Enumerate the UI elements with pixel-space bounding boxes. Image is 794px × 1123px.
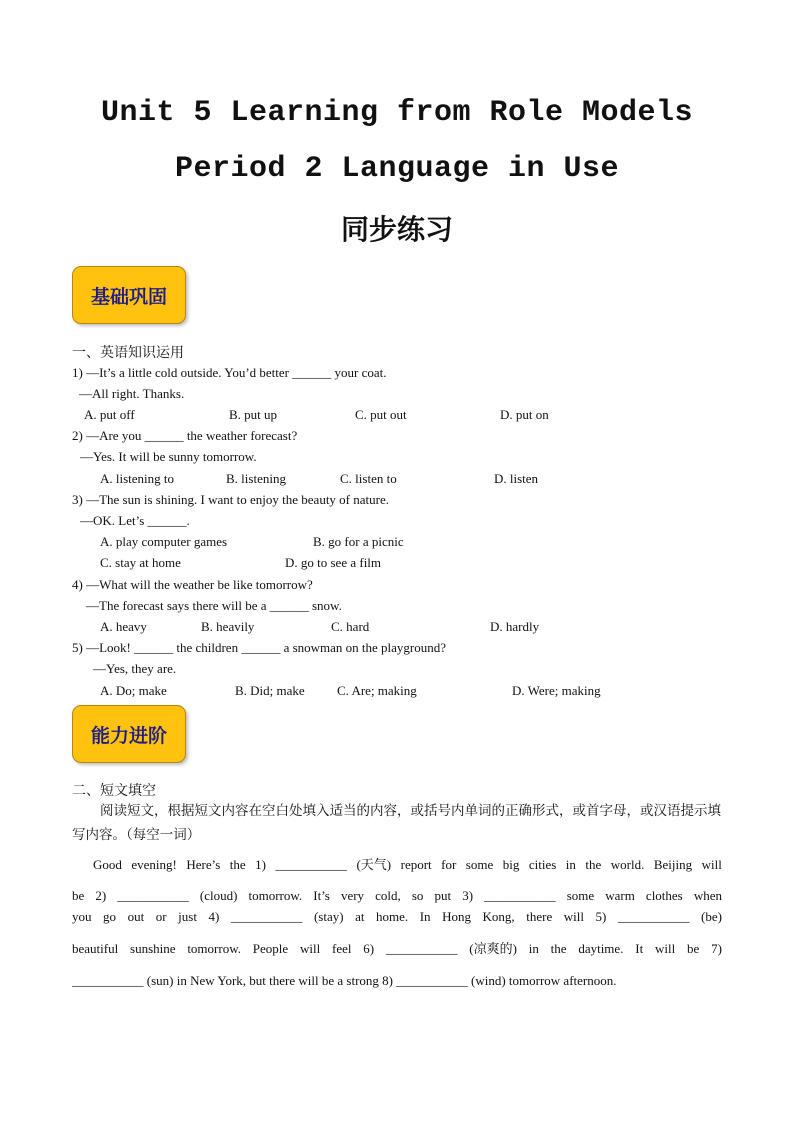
passage-word: (凉爽的) (469, 941, 517, 956)
question-1-option-a: A. put off (84, 407, 135, 422)
passage-word: ___________ (117, 888, 189, 903)
question-2-option-d: D. listen (494, 471, 539, 486)
question-4-line-2: —The forecast says there will be a ______ snow. (86, 598, 342, 613)
passage-word: some (566, 888, 595, 903)
passage-word: cold, (375, 888, 401, 903)
passage-word: People (252, 941, 289, 956)
question-1-line-1: 1) —It’s a little cold outside. You’d better ______ your coat. (72, 365, 387, 380)
passage-word: evening! (131, 857, 177, 872)
passage-word: out (127, 909, 145, 924)
question-1-option-c: C. put out (355, 407, 407, 422)
question-4-option-b: B. heavily (201, 619, 255, 634)
question-1-option-b: B. put up (229, 407, 278, 422)
passage-word: or (155, 909, 167, 924)
question-3-line-1: 3) —The sun is shining. I want to enjoy the beauty of nature. (72, 492, 389, 507)
passage-word: ___________ (484, 888, 556, 903)
passage-word: (cloud) (199, 888, 238, 903)
question-1-option-d: D. put on (500, 407, 549, 422)
passage-word: (be) (700, 909, 722, 924)
question-4-option-a: A. heavy (100, 619, 147, 634)
question-5-option-d: D. Were; making (512, 683, 601, 698)
question-5-option-a: A. Do; make (100, 683, 167, 698)
passage-word: It’s (313, 888, 330, 903)
passage-word: Kong, (482, 909, 515, 924)
passage-word: report (400, 857, 432, 872)
passage-word: cities (528, 857, 557, 872)
passage-word: Hong (442, 909, 471, 924)
passage-line (93, 857, 722, 873)
passage-word: some (465, 857, 494, 872)
question-3-line-2: —OK. Let’s ______. (80, 513, 190, 528)
passage-word: ___________ (sun) in New York, but there will be a strong 8) ___________ (wind) tomorrow afternoon. (72, 973, 617, 988)
passage-line (72, 941, 722, 957)
passage-word: In (419, 909, 431, 924)
passage-word: (stay) (313, 909, 344, 924)
passage-word: the (229, 857, 246, 872)
passage-word: world. (610, 857, 645, 872)
passage-word: go (103, 909, 117, 924)
passage-word: will (299, 941, 321, 956)
passage-word: just (178, 909, 197, 924)
question-3-option-a: A. play computer games (100, 534, 228, 549)
passage-word: big (502, 857, 520, 872)
passage-word: beautiful (72, 941, 119, 956)
page-subtitle: Period 2 Language in Use (174, 152, 620, 186)
passage-word: will (563, 909, 584, 924)
passage-word: daytime. (578, 941, 624, 956)
question-2-option-c: C. listen to (340, 471, 397, 486)
question-4-option-c: C. hard (331, 619, 370, 634)
passage-word: 2) (95, 888, 107, 903)
question-5-line-1: 5) —Look! ______ the children ______ a snowman on the playground? (72, 640, 447, 655)
section-badge-basic: 基础巩固 (72, 266, 186, 324)
question-3-option-d: D. go to see a film (285, 555, 382, 570)
passage-word: warm (605, 888, 635, 903)
passage-word: Beijing (653, 857, 693, 872)
passage-word: 4) (208, 909, 220, 924)
page-title: Unit 5 Learning from Role Models (100, 96, 694, 130)
passage-word: home. (376, 909, 409, 924)
question-3-option-b: B. go for a picnic (313, 534, 404, 549)
passage-word: 1) (255, 857, 266, 872)
passage-word: the (550, 941, 567, 956)
passage-word: It (635, 941, 644, 956)
exercise-title: 同步练习 (340, 213, 453, 246)
passage-word: put (434, 888, 452, 903)
question-2-line-2: —Yes. It will be sunny tomorrow. (80, 449, 257, 464)
passage-word: will (701, 857, 722, 872)
passage-word: ___________ (230, 909, 303, 924)
passage-word: very (340, 888, 365, 903)
question-5-line-2: —Yes, they are. (93, 661, 177, 676)
passage-word: 5) (595, 909, 607, 924)
passage-line (72, 973, 722, 989)
passage-word: in (565, 857, 576, 872)
question-2-option-b: B. listening (226, 471, 286, 486)
passage-word: tomorrow. (248, 888, 303, 903)
passage-word: there (526, 909, 553, 924)
passage-word: 7) (711, 941, 722, 956)
section-heading-2: 二、短文填空 (72, 783, 156, 799)
passage-word: will (655, 941, 676, 956)
section-heading-1: 一、英语知识运用 (72, 345, 184, 361)
question-1-line-2: —All right. Thanks. (79, 386, 185, 401)
question-3-option-c: C. stay at home (100, 555, 181, 570)
passage-word: in (528, 941, 539, 956)
passage-word: at (355, 909, 365, 924)
question-2-option-a: A. listening to (100, 471, 175, 486)
passage-word: ___________ (385, 941, 458, 956)
question-5-option-c: C. Are; making (337, 683, 417, 698)
section-badge-advanced: 能力进阶 (72, 705, 186, 763)
passage-word: feel (332, 941, 352, 956)
passage-word: 6) (363, 941, 375, 956)
question-2-line-1: 2) —Are you ______ the weather forecast? (72, 428, 298, 443)
passage-word: you (72, 909, 92, 924)
passage-word: Here’s (186, 857, 221, 872)
passage-word: clothes (645, 888, 683, 903)
passage-word: sunshine (130, 941, 176, 956)
passage-word: be (687, 941, 700, 956)
passage-word: Good (93, 857, 122, 872)
passage-word: for (441, 857, 457, 872)
passage-word: 3) (462, 888, 474, 903)
question-5-option-b: B. Did; make (235, 683, 305, 698)
section-2-instruction: 阅读短文，根据短文内容在空白处填入适当的内容，或括号内单词的正确形式，或首字母，或汉语提示填写内容。（每空一词） (72, 803, 721, 843)
passage-word: ___________ (617, 909, 690, 924)
passage-word: the (585, 857, 602, 872)
passage-word: ___________ (275, 857, 347, 872)
question-4-option-d: D. hardly (490, 619, 540, 634)
passage-word: when (693, 888, 722, 903)
passage-line (72, 909, 722, 925)
passage-word: tomorrow. (187, 941, 241, 956)
passage-word: so (411, 888, 424, 903)
question-4-line-1: 4) —What will the weather be like tomorrow? (72, 577, 313, 592)
passage-word: be (72, 888, 85, 903)
passage-word: (天气) (356, 857, 392, 872)
passage-line (72, 888, 722, 904)
